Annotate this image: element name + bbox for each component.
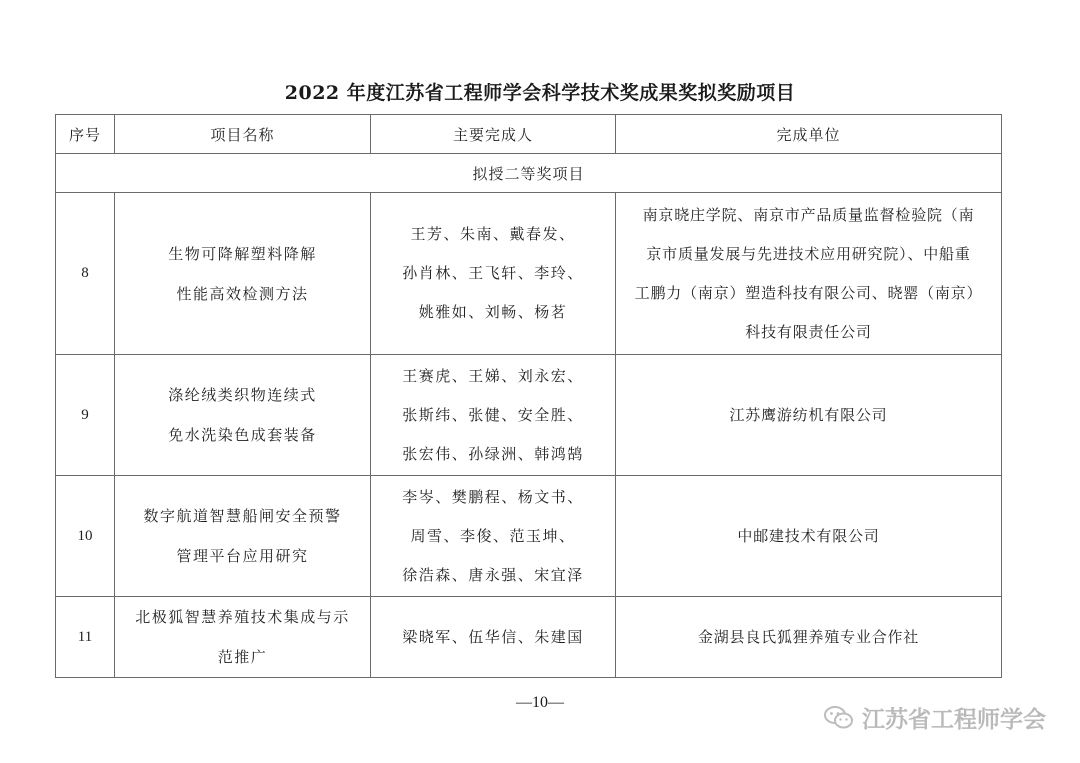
project-name-line: 性能高效检测方法: [176, 284, 309, 303]
contributors-line: 孙肖林、王飞轩、李玲、: [402, 264, 584, 282]
unit-cell: [616, 193, 1002, 355]
unit-line: 京市质量发展与先进技术应用研究院）、中船重: [646, 244, 971, 263]
project-name-cell: [115, 193, 371, 355]
row-number: 11: [56, 597, 115, 678]
project-name-cell: [115, 355, 371, 476]
unit-line: 中邮建技术有限公司: [737, 526, 880, 545]
watermark-text: 江苏省工程师学会: [862, 707, 1046, 733]
contributors-line: 李岑、樊鹏程、杨文书、: [402, 487, 584, 506]
project-name-line: 北极狐智慧养殖技术集成与示: [135, 608, 350, 626]
unit-line: 江苏鹰游纺机有限公司: [729, 405, 888, 424]
project-name-line: 生物可降解塑料降解: [168, 244, 317, 263]
header-unit: 完成单位: [616, 115, 1002, 154]
project-name-line: 数字航道智慧船闸安全预警: [143, 507, 342, 525]
header-serial: 序号: [56, 115, 115, 154]
watermark: [824, 701, 1046, 734]
contributors-line: 梁晓军、伍华信、朱建国: [402, 627, 584, 646]
section-row: [56, 154, 1002, 193]
unit-cell: [616, 597, 1002, 678]
project-name-line: 范推广: [217, 648, 268, 666]
unit-line: 工鹏力（南京）塑造科技有限公司、晓罂（南京）: [634, 283, 983, 302]
header-main-contributors: 主要完成人: [371, 115, 616, 154]
contributors-cell: [371, 355, 616, 476]
contributors-line: 张宏伟、孙绿洲、韩鸿鹄: [402, 444, 584, 463]
table-header-row: [56, 115, 1002, 154]
unit-cell: [616, 476, 1002, 597]
unit-line: 科技有限责任公司: [745, 322, 872, 341]
table-row: [56, 597, 1002, 678]
project-name-cell: [115, 476, 371, 597]
row-number: 10: [56, 476, 115, 597]
wechat-icon: [824, 705, 854, 731]
contributors-line: 姚雅如、刘畅、杨茗: [418, 303, 568, 321]
header-project-name: 项目名称: [115, 115, 371, 154]
table-row: [56, 193, 1002, 355]
page-number: —10—: [516, 694, 564, 711]
contributors-line: 周雪、李俊、范玉坤、: [410, 526, 576, 545]
section-label: 拟授二等奖项目: [56, 154, 1002, 193]
contributors-cell: [371, 597, 616, 678]
contributors-line: 王赛虎、王娣、刘永宏、: [402, 366, 584, 385]
row-number: 9: [56, 355, 115, 476]
contributors-line: 王芳、朱南、戴春发、: [410, 225, 576, 243]
document-title: 2022 年度江苏省工程师学会科学技术奖成果奖拟奖励项目: [284, 82, 796, 104]
project-name-line: 涤纶绒类织物连续式: [168, 386, 317, 404]
project-name-line: 管理平台应用研究: [176, 547, 309, 565]
contributors-line: 张斯纬、张健、安全胜、: [402, 405, 584, 424]
contributors-cell: [371, 476, 616, 597]
contributors-cell: [371, 193, 616, 355]
unit-cell: [616, 355, 1002, 476]
table-row: [56, 476, 1002, 597]
table-row: [56, 355, 1002, 476]
project-name-line: 免水洗染色成套装备: [168, 426, 317, 444]
project-name-cell: [115, 597, 371, 678]
award-table: [55, 114, 1002, 678]
contributors-line: 徐浩森、唐永强、宋宜泽: [402, 565, 584, 584]
unit-line: 金湖县良氏狐狸养殖专业合作社: [697, 627, 920, 646]
unit-line: 南京晓庄学院、南京市产品质量监督检验院（南: [642, 205, 975, 224]
row-number: 8: [56, 193, 115, 355]
